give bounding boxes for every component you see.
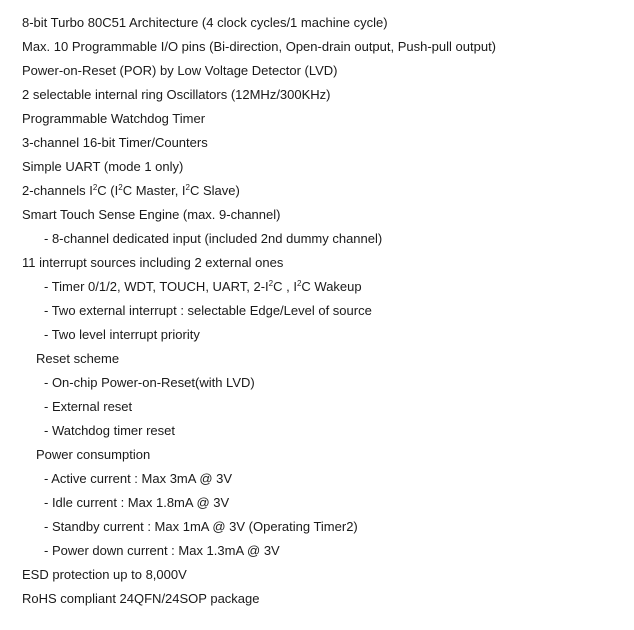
feature-item: - 8-channel dedicated input (included 2nd dummy channel): [44, 231, 383, 246]
feature-item: 2 selectable internal ring Oscillators (12MHz/300KHz): [22, 87, 331, 102]
feature-item: - Watchdog timer reset: [44, 423, 176, 438]
feature-item: - External reset: [44, 399, 133, 414]
feature-item: - Timer 0/1/2, WDT, TOUCH, UART, $2-I^2C$ , $I^2C$ Wakeup: [44, 279, 362, 294]
feature-item: - Standby current : Max 1mA @ 3V (Operating Timer2): [44, 519, 358, 534]
feature-item: - Two external interrupt : selectable Edge/Level of source: [44, 303, 372, 318]
feature-item: - Two level interrupt priority: [44, 327, 200, 342]
feature-item: 3-channel 16-bit Timer/Counters: [22, 135, 208, 150]
feature-item: 8-bit Turbo 80C51 Architecture (4 clock cycles/1 machine cycle): [22, 15, 388, 30]
feature-item: 11 interrupt sources including 2 external ones: [22, 255, 284, 270]
feature-item: - Idle current : Max 1.8mA @ 3V: [44, 495, 230, 510]
feature-item: 2-channels $I^2C$ ($I^2C$ Master, $I^2C$ Slave): [22, 183, 240, 198]
feature-item: Simple UART (mode 1 only): [22, 159, 184, 174]
feature-item: ESD protection up to 8,000V: [22, 567, 187, 582]
feature-item: - On-chip Power-on-Reset(with LVD): [44, 375, 255, 390]
feature-item: Power-on-Reset (POR) by Low Voltage Detector (LVD): [22, 63, 338, 78]
feature-item: Max. 10 Programmable I/O pins (Bi-direction, Open-drain output, Push-pull output): [22, 39, 497, 54]
feature-item: Power consumption: [36, 447, 151, 462]
feature-item: Smart Touch Sense Engine (max. 9-channel): [22, 207, 281, 222]
feature-list: [0, 11, 634, 611]
feature-item: Programmable Watchdog Timer: [22, 111, 206, 126]
feature-item: RoHS compliant 24QFN/24SOP package: [22, 591, 260, 606]
feature-item: - Active current : Max 3mA @ 3V: [44, 471, 233, 486]
feature-item: Reset scheme: [36, 351, 120, 366]
feature-item: - Power down current : Max 1.3mA @ 3V: [44, 543, 280, 558]
